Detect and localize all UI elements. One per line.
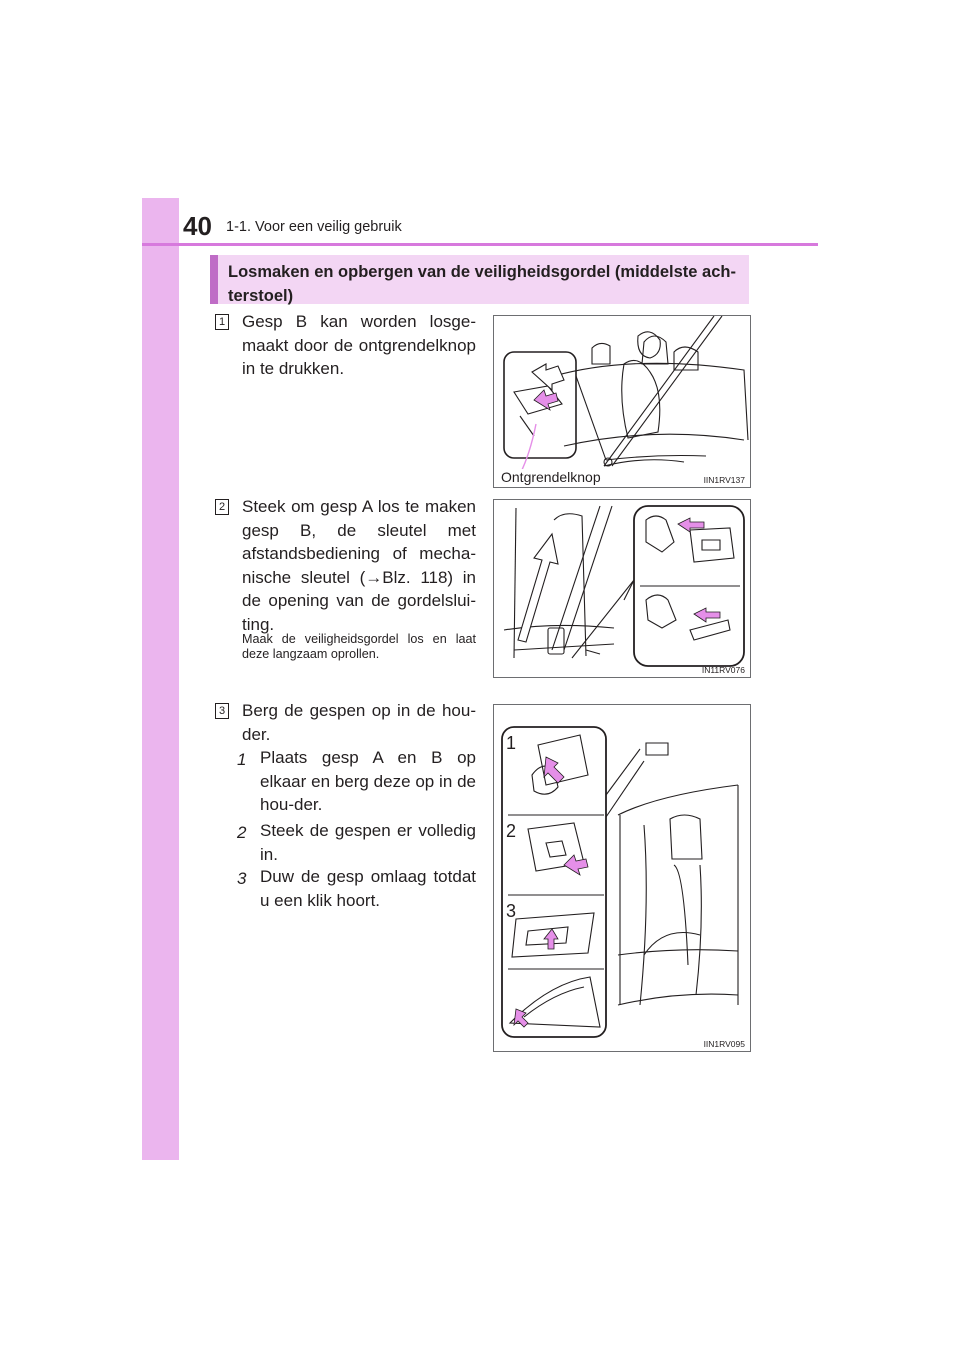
step-number-3: 3 [215,703,229,719]
seat-illustration-1 [494,316,750,487]
step-2-note: Maak de veiligheidsgordel los en laat deze langzaam oprollen. [242,632,476,661]
substep-2-text: Steek de gespen er volledig in. [260,821,476,864]
section-banner [210,255,749,304]
figure-code: IIN1RV137 [703,475,745,485]
step-number-1: 1 [215,314,229,330]
step-number-2: 2 [215,499,229,515]
insert-arrow [564,855,588,875]
insert-arrow-bottom [694,608,720,622]
figure-release-button [493,315,751,488]
header-rule [142,243,818,246]
banner-accent-bar [210,255,218,304]
press-arrow [534,390,558,410]
lift-arrow [532,364,564,390]
seat-illustration-2 [494,500,750,677]
substep-number-1: 1 [237,750,247,769]
substep-number-2: 2 [237,823,247,842]
page-number: 40 [183,211,212,241]
push-down-arrow [544,929,558,949]
step-3-text: Berg de gespen op in de hou-der. [242,701,476,744]
seat-illustration-3 [494,705,750,1051]
figure-code: IIN1RV095 [703,1039,745,1049]
figure-stow-buckles [493,704,751,1052]
figure-code: IN11RV076 [701,665,745,675]
breadcrumb: 1-1. Voor een veilig gebruik [226,219,402,235]
release-button-label: Ontgrendelknop [501,469,601,485]
figure-label-1: 1 [506,733,517,753]
step-1-text: Gesp B kan worden losge-maakt door de ontgrendelknop in te drukken. [242,312,476,379]
callout-leader [520,424,536,474]
figure-unlock-buckle [493,499,751,678]
chapter-sidebar-tab [142,198,179,1160]
step-2-text: Steek om gesp A los te maken gesp B, de sleutel met afstandsbediening of mecha-nische sleutel (→Blz. 118) in de opening van de gordelslui-ting. [242,497,476,634]
figure-label-3: 3 [506,901,517,921]
substep-3-text: Duw de gesp omlaag totdat u een klik hoort. [260,867,476,910]
figure-label-2: 2 [506,821,517,841]
substep-number-3: 3 [237,869,247,888]
click-arrow [514,1009,528,1027]
section-title: Losmaken en opbergen van de veiligheidsgordel (middelste ach-terstoel) [228,263,736,305]
stack-arrow [544,757,564,783]
substep-1-text: Plaats gesp A en B op elkaar en berg deze op in de hou-der. [260,748,476,815]
